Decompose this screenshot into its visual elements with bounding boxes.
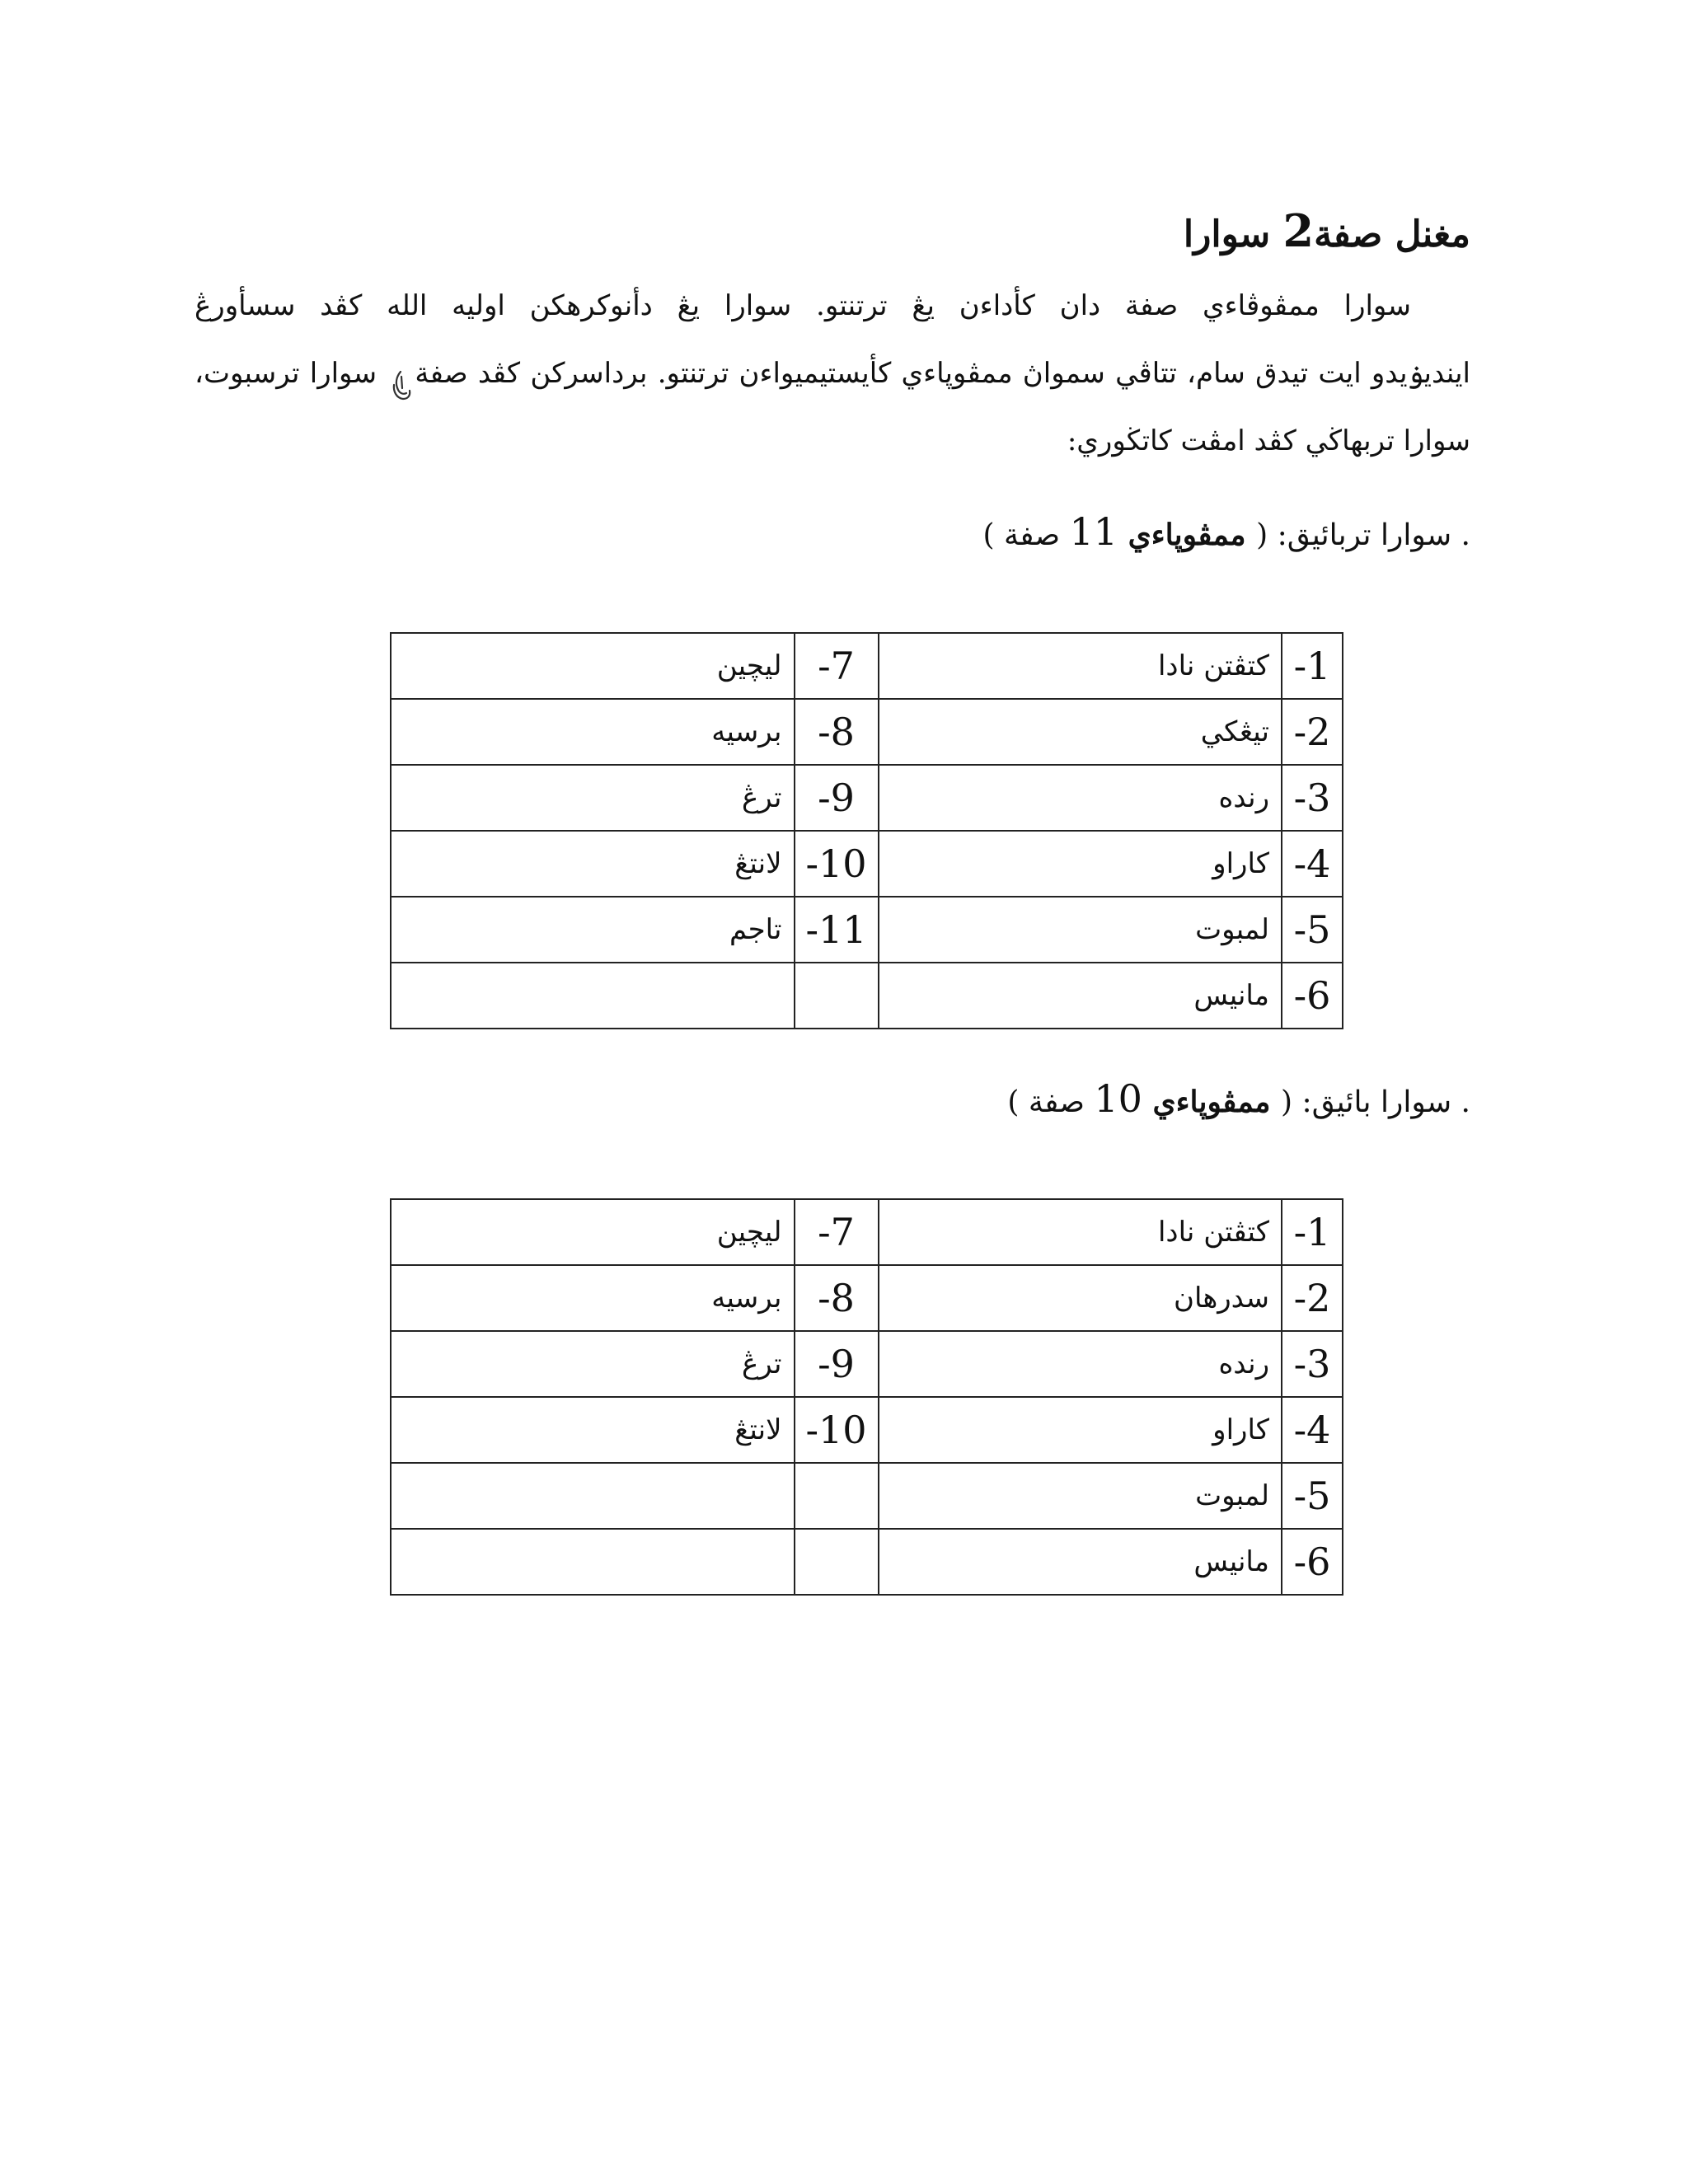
item-number: 9- bbox=[795, 765, 879, 831]
item-number: 7- bbox=[795, 1199, 879, 1265]
item-number: 3- bbox=[1282, 1331, 1343, 1397]
heading-number: 2 bbox=[1282, 204, 1315, 257]
item-label: كاراو bbox=[879, 831, 1282, 897]
paragraph-line-1 bbox=[195, 272, 1470, 340]
section-2-word: ممڤوڽاءي bbox=[1142, 1085, 1281, 1119]
item-number: 3- bbox=[1282, 765, 1343, 831]
paragraph-line-2a: اينديۏيدو ايت تيدق سام، تتاڤي سمواڽ ممڤوڽاءي كأيستيميواءن ترتنتو. برداسركن كڤد صفة bbox=[415, 357, 1470, 390]
item-label: ترڠ bbox=[391, 765, 795, 831]
item-label: ترڠ bbox=[391, 1331, 795, 1397]
paragraph-line-1-text: سوارا ممڤوڤاءي صفة دان كأداءن يڠ ترتنتو. سوارا يڠ دأنوكرهكن اوليه الله كڤد سسأورڠ bbox=[195, 289, 1411, 322]
item-number bbox=[795, 963, 879, 1029]
table-row bbox=[391, 699, 1343, 765]
section-1-word: ممڤوڽاءي bbox=[1118, 518, 1257, 552]
paragraph-line-3 bbox=[195, 407, 1470, 475]
section-1-suffix: صفة ) bbox=[982, 518, 1070, 552]
table-row bbox=[391, 1331, 1343, 1397]
alayhi-salam-calligraphy-icon bbox=[387, 359, 415, 391]
item-number: 8- bbox=[795, 1265, 879, 1331]
item-label: لمبوت bbox=[879, 897, 1282, 963]
table-row bbox=[391, 1199, 1343, 1265]
section-2-suffix: صفة ) bbox=[1007, 1085, 1095, 1119]
paragraph-line-3-text: سوارا تربهاڬي كڤد امڤت كاتڬوري: bbox=[1067, 424, 1470, 457]
item-label: مانيس bbox=[879, 963, 1282, 1029]
item-number bbox=[795, 1463, 879, 1529]
table-row bbox=[391, 897, 1343, 963]
item-number: 7- bbox=[795, 633, 879, 699]
table-row bbox=[391, 831, 1343, 897]
item-label: تاجم bbox=[391, 897, 795, 963]
item-number: 1- bbox=[1282, 633, 1343, 699]
paragraph-line-2 bbox=[195, 340, 1470, 407]
item-number: 4- bbox=[1282, 831, 1343, 897]
table-row bbox=[391, 633, 1343, 699]
item-number: 10- bbox=[795, 831, 879, 897]
table-row bbox=[391, 765, 1343, 831]
section-1-prefix: . سوارا تربائيق: ( bbox=[1256, 518, 1470, 552]
item-number: 9- bbox=[795, 1331, 879, 1397]
paragraph-line-2b: سوارا ترسبوت، bbox=[195, 357, 387, 390]
item-label: سدرهان bbox=[879, 1265, 1282, 1331]
item-number bbox=[795, 1529, 879, 1595]
item-label: كتڤتن نادا bbox=[879, 633, 1282, 699]
item-label: رنده bbox=[879, 1331, 1282, 1397]
item-label bbox=[391, 963, 795, 1029]
item-number: 2- bbox=[1282, 1265, 1343, 1331]
item-label: لانتڠ bbox=[391, 831, 795, 897]
section-1-label bbox=[982, 509, 1470, 554]
item-label: برسيه bbox=[391, 1265, 795, 1331]
item-number: 10- bbox=[795, 1397, 879, 1463]
table-row bbox=[391, 1265, 1343, 1331]
item-label: لمبوت bbox=[879, 1463, 1282, 1529]
page-heading bbox=[1184, 204, 1470, 257]
item-number: 8- bbox=[795, 699, 879, 765]
item-number: 5- bbox=[1282, 1463, 1343, 1529]
section-2-number: 10 bbox=[1094, 1076, 1142, 1121]
item-number: 5- bbox=[1282, 897, 1343, 963]
intro-paragraph bbox=[195, 272, 1470, 475]
item-number: 1- bbox=[1282, 1199, 1343, 1265]
section-2-label bbox=[1007, 1076, 1470, 1121]
table-row bbox=[391, 963, 1343, 1029]
item-label: كاراو bbox=[879, 1397, 1282, 1463]
item-label bbox=[391, 1463, 795, 1529]
section-2-prefix: . سوارا بائيق: ( bbox=[1281, 1085, 1470, 1119]
section-2-table bbox=[390, 1198, 1343, 1596]
item-number: 6- bbox=[1282, 963, 1343, 1029]
item-label: برسيه bbox=[391, 699, 795, 765]
item-number: 4- bbox=[1282, 1397, 1343, 1463]
section-1-table bbox=[390, 632, 1343, 1029]
heading-suffix: سوارا bbox=[1183, 213, 1283, 255]
item-label: ليچين bbox=[391, 1199, 795, 1265]
item-label: تيڠكي bbox=[879, 699, 1282, 765]
table-row bbox=[391, 1529, 1343, 1595]
section-1-number: 11 bbox=[1069, 509, 1118, 554]
item-number: 6- bbox=[1282, 1529, 1343, 1595]
item-label: كتڤتن نادا bbox=[879, 1199, 1282, 1265]
table-row bbox=[391, 1463, 1343, 1529]
item-label: رنده bbox=[879, 765, 1282, 831]
table-row bbox=[391, 1397, 1343, 1463]
item-label: مانيس bbox=[879, 1529, 1282, 1595]
item-label: لانتڠ bbox=[391, 1397, 795, 1463]
heading-prefix: مغنل صفة bbox=[1314, 213, 1470, 255]
item-number: 11- bbox=[795, 897, 879, 963]
item-number: 2- bbox=[1282, 699, 1343, 765]
item-label bbox=[391, 1529, 795, 1595]
item-label: ليچين bbox=[391, 633, 795, 699]
